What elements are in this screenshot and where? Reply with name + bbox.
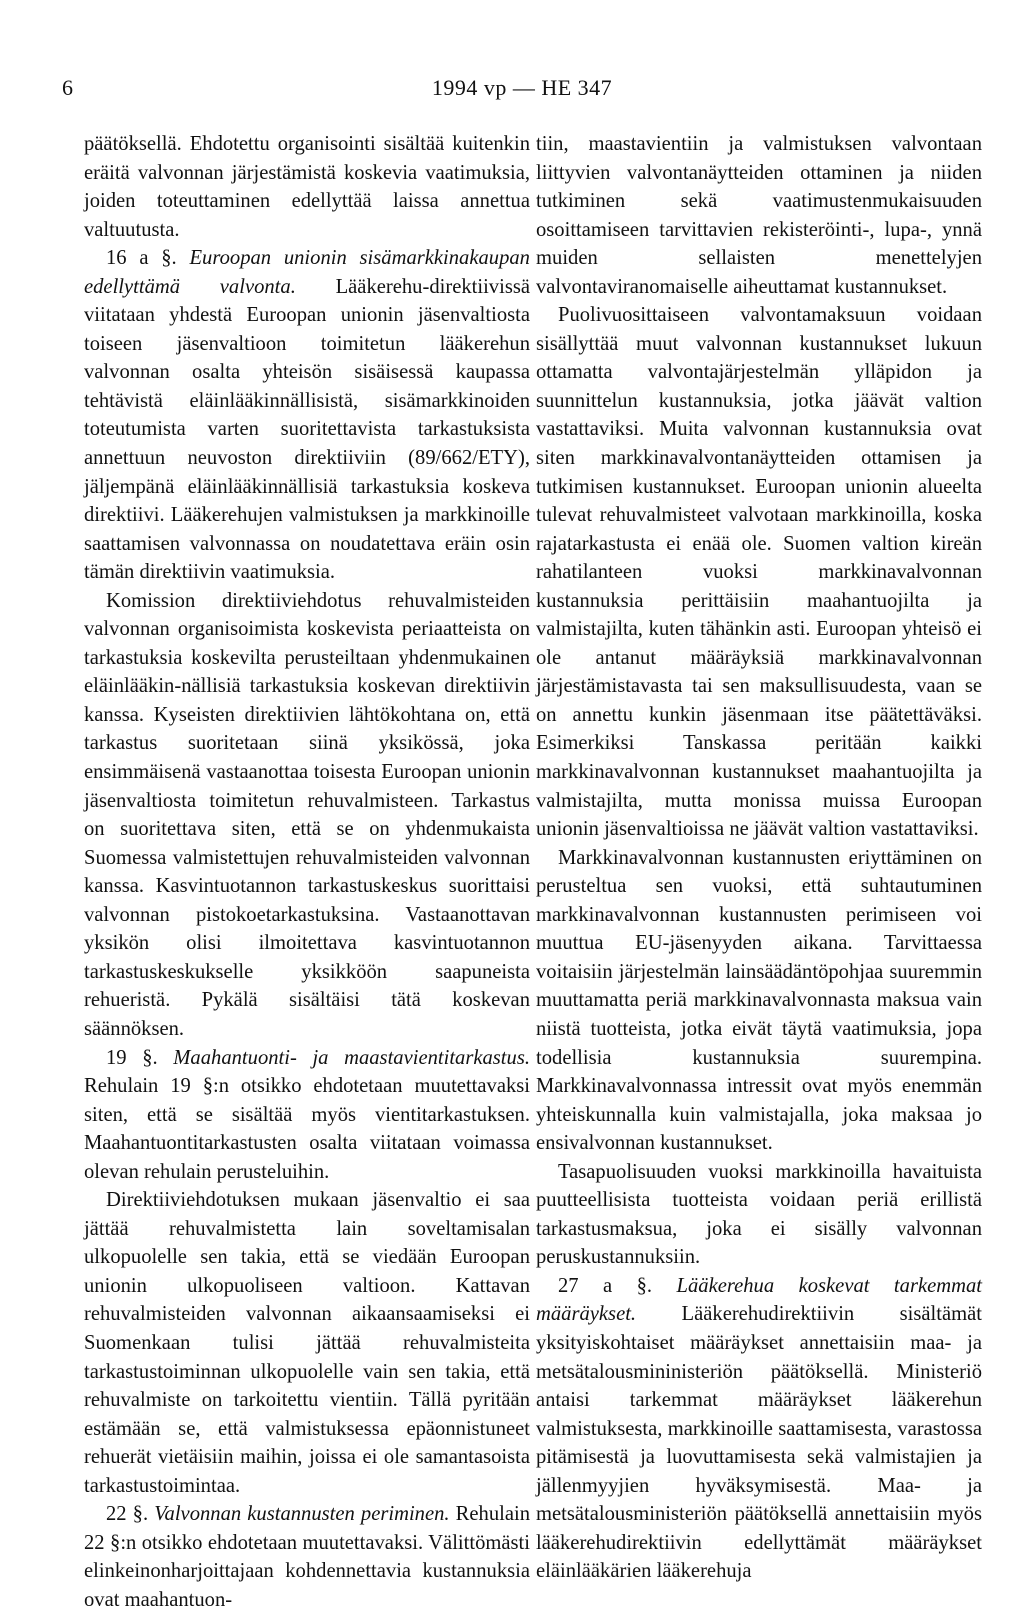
section-19 [84, 1044, 530, 1187]
section-title: Valvonnan kustannusten periminen. [154, 1503, 450, 1526]
section-number: 27 a §. [558, 1274, 653, 1297]
section-number: 22 §. [106, 1503, 149, 1526]
section-22 [84, 1500, 530, 1614]
section-title: Euroopan unionin sisämarkkinakaupan edellyttämä valvonta. [84, 247, 530, 298]
right-column [536, 130, 982, 1586]
section-text: Rehulain 19 §:n otsikko ehdotetaan muutettavaksi siten, että se sisältää myös vientitarkastuksen. Maahantuontitarkastusten osalta viitataan voimassa olevan rehulain perusteluihin. [84, 1075, 530, 1183]
section-number: 16 a §. [106, 247, 177, 270]
paragraph: Tasapuolisuuden vuoksi markkinoilla havaituista puutteellisista tuotteista voidaan periä erillistä tarkastusmaksua, joka ei sisälly valvonnan peruskustannuksiin. [536, 1160, 982, 1269]
paragraph: Markkinavalvonnan kustannusten eriyttäminen on perusteltua sen vuoksi, että suhtautuminen markkinavalvonnan kustannusten perimiseen voi muuttua EU-jäsenyyden aikana. Tarvittaessa voitaisiin järjestelmän lainsäädäntöpohjaa suuremmin muuttamatta periä markkinavalvonnasta maksua vain niistä tuotteista, jotka eivät täytä vaatimuksia, jopa todellisia kustannuksia suurempina. Markkinavalvonnassa intressit ovat myös enemmän yhteiskunnalla kuin valmistajalla, joka maksaa jo ensivalvonnan kustannukset. [536, 846, 982, 1155]
section-text: Rehulain 22 §:n otsikko ehdotetaan muutettavaksi. Välittömästi elinkeinonharjoittajaan kohdennettavia kustannuksia ovat maahantuon- [84, 1503, 530, 1611]
page-header [62, 70, 982, 106]
page-number: 6 [62, 75, 73, 100]
paragraph: Komission direktiiviehdotus rehuvalmisteiden valvonnan organisoimista koskevista periaatteista on tarkastuksia koskevilta perusteiltaan yhdenmukainen eläinlääkin-nällisiä tarkastuksia koskevan direktiivin kanssa. Kyseisten direktiivien lähtökohtana on, että tarkastus suoritetaan siinä yksikössä, joka ensimmäisenä vastaanottaa toisesta Euroopan unionin jäsenvaltiosta toimitetun rehuvalmisteen. Tarkastus on suoritettava siten, että se on yhdenmukaista Suomessa valmistettujen rehuvalmisteiden valvonnan kanssa. Kasvintuotannon tarkastuskeskus suorittaisi valvonnan pistokoetarkastuksina. Vastaanottavan yksikön olisi ilmoitettava kasvintuotannon tarkastuskeskukselle yksikköön saapuneista rehueristä. Pykälä sisältäisi tätä koskevan säännöksen. [84, 589, 530, 1040]
section-title: Lääkerehua koskevat tarkemmat määräykset. [536, 1274, 982, 1326]
paragraph-continued: päätöksellä. Ehdotettu organisointi sisältää kuitenkin eräitä valvonnan järjestämistä koskevia vaatimuksia, joiden toteuttaminen edellyttää laissa annettua valtuutusta. [84, 133, 530, 241]
section-text: Lääkerehudirektiivin sisältämät yksityiskohtaiset määräykset annettaisiin maa- ja metsätalousmininisteriön päätöksellä. Ministeriö antaisi tarkemmat määräykset lääkerehun valmistuksesta, markkinoille saattamisesta, varastossa pitämisestä ja luovuttamisesta sekä valmistajien ja jällenmyyjien hyväksymisestä. Maa- ja metsätalousministeriön päätöksellä annettaisiin myös lääkerehudirektiivin edellyttämät määräykset eläinlääkärien lääkerehuja [536, 1303, 982, 1583]
paragraph: Puolivuosittaiseen valvontamaksuun voidaan sisällyttää muut valvonnan kustannukset lukuun ottamatta valvontajärjestelmän ylläpidon ja suunnittelun kustannuksia, jotka jäävät valtion vastattaviksi. Muita valvonnan kustannuksia ovat siten markkinavalvontanäytteiden ottamisen ja tutkimisen kustannukset. Euroopan unionin alueelta tulevat rehuvalmisteet valvotaan markkinoilla, koska rajatarkastusta ei enää ole. Suomen valtion kireän rahatilanteen vuoksi markkinavalvonnan kustannuksia perittäisiin maahantuojilta ja valmistajilta, kuten tähänkin asti. Euroopan yhteisö ei ole antanut määräyksiä markkinavalvonnan järjestämistavasta tai sen maksullisuudesta, vaan se on annettu kunkin jäsenmaan itse päätettäväksi. Esimerkiksi Tanskassa peritään kaikki markkinavalvonnan kustannukset maahantuojilta ja valmistajilta, mutta monissa muissa Euroopan unionin jäsenvaltioissa ne jäävät valtion vastattaviksi. [536, 304, 982, 841]
section-number: 19 §. [106, 1046, 158, 1069]
section-16a [84, 244, 530, 587]
left-column [84, 130, 530, 1614]
running-head: 1994 vp — HE 347 [431, 75, 613, 100]
paragraph: Direktiiviehdotuksen mukaan jäsenvaltio ei saa jättää rehuvalmistetta lain soveltamisalan ulkopuolelle sen takia, että se viedään Euroopan unionin ulkopuoliseen valtioon. Kattavan rehuvalmisteiden valvonnan aikaansaamiseksi ei Suomenkaan tulisi jättää rehuvalmisteita tarkastustoiminnan ulkopuolelle vain sen takia, että rehuvalmiste on tarkoitettu vientiin. Tällä pyritään estämään se, että valmistuksessa epäonnistuneet rehuerät vietäisiin maihin, joissa ei ole samantasoista tarkastustoimintaa. [84, 1189, 530, 1497]
section-text: Lääkerehu-direktiivissä viitataan yhdestä Euroopan unionin jäsenvaltiosta toiseen jäsenvaltioon toimitetun lääkerehun valvonnan osalta yhteisön sisäisessä kaupassa tehtävistä eläinlääkinnällisistä, sisämarkkinoiden toteutumista varten suoritettavista tarkastuksista annettuun neuvoston direktiiviin (89/662/ETY), jäljempänä eläinlääkinnällisiä tarkastuksia koskeva direktiivi. Lääkerehujen valmistuksen ja markkinoille saattamisen valvonnassa on noudatettava eräin osin tämän direktiivin vaatimuksia. [84, 275, 530, 584]
paragraph-continued: tiin, maastavientiin ja valmistuksen valvontaan liittyvien valvontanäytteiden ottaminen ja niiden tutkiminen sekä vaatimustenmukaisuuden osoittamiseen tarvittavien rekisteröinti-, lupa-, ynnä muiden sellaisten menettelyjen valvontaviranomaiselle aiheuttamat kustannukset. [536, 133, 982, 298]
section-title: Maahantuonti- ja maastavientitarkastus. [173, 1046, 530, 1069]
section-27a [536, 1272, 982, 1586]
